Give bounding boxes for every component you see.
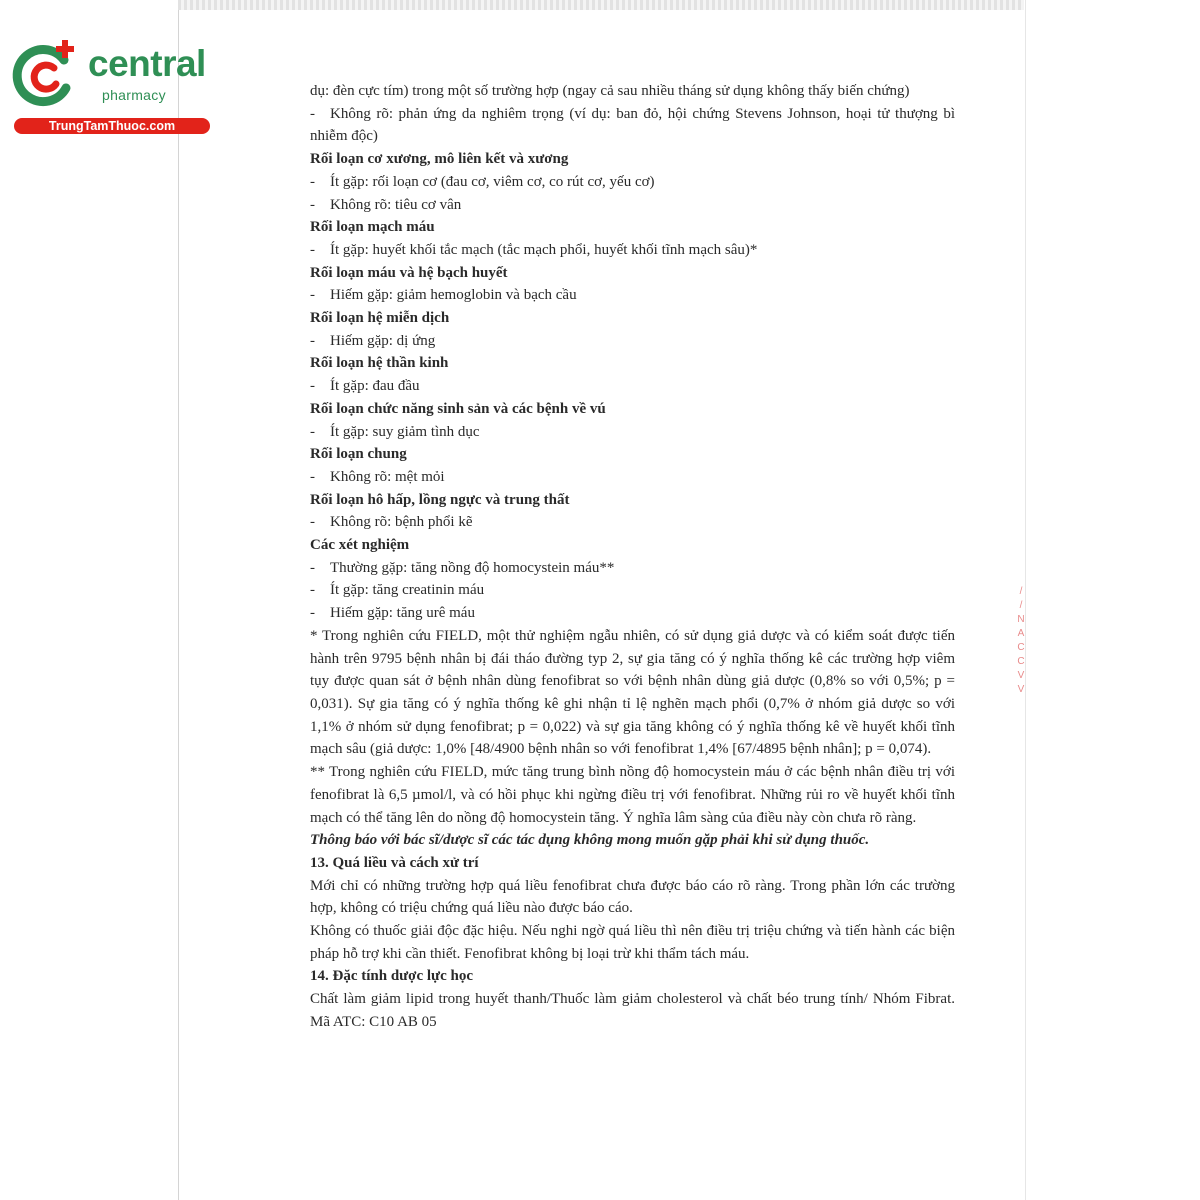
list-item: - Ít gặp: rối loạn cơ (đau cơ, viêm cơ, co rút cơ, yếu cơ): [310, 173, 655, 190]
margin-stamp-mark: / / N A C C V V: [1017, 586, 1025, 695]
brand-name: central: [88, 43, 206, 84]
paragraph: Không có thuốc giải độc đặc hiệu. Nếu nghi ngờ quá liều thì nên điều trị triệu chứng và tiến hành các biện pháp hỗ trợ khi cần thiết. Fenofibrat không bị loại trừ khi thẩm tách máu.: [310, 923, 955, 962]
central-pharmacy-logo-icon: [10, 38, 82, 110]
paragraph: dụ: đèn cực tím) trong một số trường hợp (ngay cả sau nhiều tháng sử dụng không thấy biến chứng): [310, 83, 910, 99]
section-heading: Các xét nghiệm: [310, 537, 410, 554]
list-item: - Hiếm gặp: dị ứng: [310, 332, 436, 349]
footnote-1: * Trong nghiên cứu FIELD, một thử nghiệm ngẫu nhiên, có sử dụng giả dược và có kiểm soát được tiến hành trên 9795 bệnh nhân bị đái tháo đường typ 2, sự gia tăng có ý nghĩa thống kê các trường hợp viêm tụy được quan sát ở bệnh nhân dùng fenofibrat so với bệnh nhân dùng giả dược (0,8% so với 0,5%; p = 0,031). Sự gia tăng có ý nghĩa thống kê ghi nhận tỉ lệ nghẽn mạch phổi (0,7% ở nhóm giả dược so với 1,1% ở nhóm sử dụng fenofibrat; p = 0,022) và sự gia tăng không có ý nghĩa thống kê về huyết khối tĩnh mạch sâu (giả dược: 1,0% [48/4900 bệnh nhân so với fenofibrat 1,4% [67/4895 bệnh nhân]; p = 0,074).: [310, 627, 955, 758]
scan-top-strip: [178, 0, 1024, 10]
section-heading: Rối loạn hô hấp, lồng ngực và trung thất: [310, 491, 570, 508]
paragraph: Chất làm giảm lipid trong huyết thanh/Thuốc làm giảm cholesterol và chất béo trung tính/ Nhóm Fibrat. Mã ATC: C10 AB 05: [310, 991, 955, 1030]
section-heading-13: 13. Quá liều và cách xử trí: [310, 854, 479, 871]
section-heading: Rối loạn cơ xương, mô liên kết và xương: [310, 151, 569, 168]
brand-logo: [10, 38, 210, 138]
section-heading: Rối loạn mạch máu: [310, 219, 435, 236]
list-item: - Không rõ: phản ứng da nghiêm trọng (ví dụ: ban đỏ, hội chứng Stevens Johnson, hoại tử thượng bì nhiễm độc): [310, 105, 955, 145]
footnote-2: ** Trong nghiên cứu FIELD, mức tăng trung bình nồng độ homocystein máu ở các bệnh nhân điều trị với fenofibrat là 6,5 µmol/l, và có hồi phục khi ngừng điều trị với fenofibrat. Những rủi ro về huyết khối tĩnh mạch có thể tăng lên do nồng độ homocystein tăng. Ý nghĩa lâm sàng của điều này còn chưa rõ ràng.: [310, 764, 955, 826]
list-item: - Ít gặp: suy giảm tình dục: [310, 423, 480, 440]
brand-site-link[interactable]: TrungTamThuoc.com: [14, 118, 210, 134]
paragraph: Mới chỉ có những trường hợp quá liều fenofibrat chưa được báo cáo rõ ràng. Trong phần lớn các trường hợp, không có triệu chứng quá liều nào được báo cáo.: [310, 877, 955, 917]
section-heading: Rối loạn chức năng sinh sản và các bệnh về vú: [310, 400, 606, 417]
list-item: - Hiếm gặp: giảm hemoglobin và bạch cầu: [310, 287, 577, 304]
list-item: - Không rõ: tiêu cơ vân: [310, 196, 462, 213]
list-item: - Không rõ: mệt mỏi: [310, 468, 445, 485]
section-heading: Rối loạn hệ miễn dịch: [310, 310, 450, 327]
document-body: [310, 80, 955, 1034]
section-heading: Rối loạn chung: [310, 446, 407, 463]
list-item: - Ít gặp: tăng creatinin máu: [310, 582, 485, 599]
list-item: - Hiếm gặp: tăng urê máu: [310, 605, 475, 622]
brand-tagline: pharmacy: [102, 87, 166, 103]
list-item: - Không rõ: bệnh phổi kẽ: [310, 514, 473, 531]
section-heading: Rối loạn hệ thần kinh: [310, 355, 449, 372]
list-item: - Ít gặp: huyết khối tắc mạch (tắc mạch phổi, huyết khối tĩnh mạch sâu)*: [310, 241, 758, 258]
section-heading: Rối loạn máu và hệ bạch huyết: [310, 264, 508, 281]
section-heading-14: 14. Đặc tính dược lực học: [310, 968, 473, 985]
list-item: - Ít gặp: đau đầu: [310, 378, 420, 395]
reporting-notice: Thông báo với bác sĩ/dược sĩ các tác dụng không mong muốn gặp phải khi sử dụng thuốc.: [310, 832, 870, 849]
list-item: - Thường gặp: tăng nồng độ homocystein máu**: [310, 559, 615, 576]
